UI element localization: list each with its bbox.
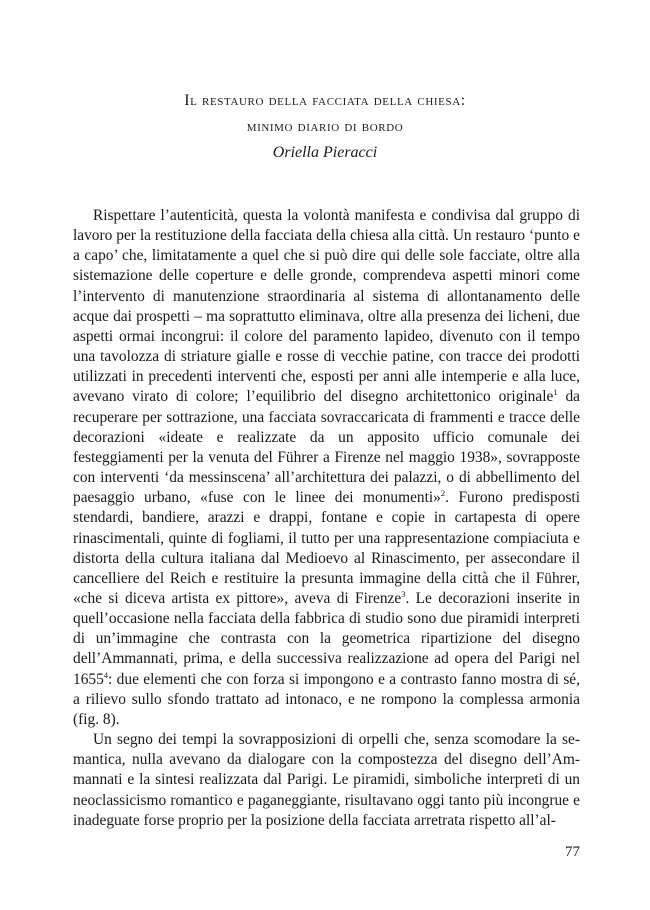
chapter-title <box>0 88 650 140</box>
footnote-ref-4[interactable]: 4 <box>103 669 109 680</box>
paragraph-2: Un segno dei tempi la sovrapposizioni di orpelli che, senza scomodare la semantica, nulla avevano da dialogare con la compostezza del disegno dell’Ammannati e la sintesi realizzata dal Parigi. Le piramidi, simboliche interpreti di un neoclassicismo romantico e paganeggiante, risultavano oggi tanto più incongrue e inadeguate forse proprio per la posizione della facciata arretrata rispetto all’al- <box>73 731 580 829</box>
title-line-2: minimo diario di bordo <box>246 118 404 135</box>
body-text <box>73 206 580 831</box>
page-number: 77 <box>565 844 580 860</box>
footnote-ref-1[interactable]: 1 <box>553 387 558 398</box>
footnote-ref-2[interactable]: 2 <box>440 488 446 499</box>
paragraph-1-segment: Rispettare l’autenticità, questa la volontà manifesta e condivisa dal gruppo di lavoro per la restituzione della facciata della chiesa alla città. Un restauro ‘punto e a capo’ che, limitatamente a quel che si può dire qui delle sole facciate, oltre alla sistemazione delle coperture e delle gronde, comprendeva aspetti minori come l’intervento di manutenzione straordinaria al sistema di allontanamento delle acque dai prospetti – ma soprattutto eliminava, oltre alla presenza dei licheni, due aspetti ormai incongrui: il colore del paramento lapideo, divenuto con il tempo una tavolozza di striature gialle e rosse di vecchie patine, con tracce dei prodotti utilizzati in precedenti interventi che, esposti per anni alle intemperie e alla luce, avevano virato di colore; l’equilibrio del disegno architettonico originale <box>73 207 580 406</box>
paragraph-1-segment: . Furono predisposti stendardi, bandiere, arazzi e drappi, fontane e copie in cartapesta di opere rinascimentali, quinte di fogliami, il tutto per una rappresentazione compiaciuta e distorta della cultura italiana dal Medioevo al Rinascimento, per assecondare il cancelliere del Reich e restituire la presunta immagine della città che il Führer, «che si diceva artista ex pittore», aveva di Firenze <box>73 489 580 607</box>
paragraph-1-segment: . Le decorazioni inserite in quell’occasione nella facciata della fabbrica di studio sono due piramidi interpreti di un’immagine che contrasta con la geometrica ripartizione del disegno dell’Ammannati, prima, e della successiva realizzazione ad opera del Parigi nel 1655 <box>73 589 580 688</box>
paragraph-1-segment: : due elementi che con forza si impongono e a contrasto fanno mostra di sé, a rilievo sullo sfondo trattato ad intonaco, e ne rompono la complessa armonia (fig. 8). <box>73 670 580 728</box>
footnote-ref-3[interactable]: 3 <box>401 588 406 599</box>
paragraph-1 <box>73 206 580 730</box>
title-line-1: Il restauro della facciata della chiesa: <box>184 92 466 109</box>
author-name: Oriella Pieracci <box>272 144 378 161</box>
paragraph-1-segment: da recuperare per sottrazione, una facciata sovraccaricata di frammenti e tracce delle decorazioni «ideate e realizzate da un apposito ufficio comunale dei festeggiamenti per la venuta del Führer a Firenze nel maggio 1938», sovrapposte con interventi ‘da messinscena’ all’architettura dei palazzi, o di abbellimento del paesaggio urbano, «fuse con le linee dei monumenti» <box>73 388 580 507</box>
